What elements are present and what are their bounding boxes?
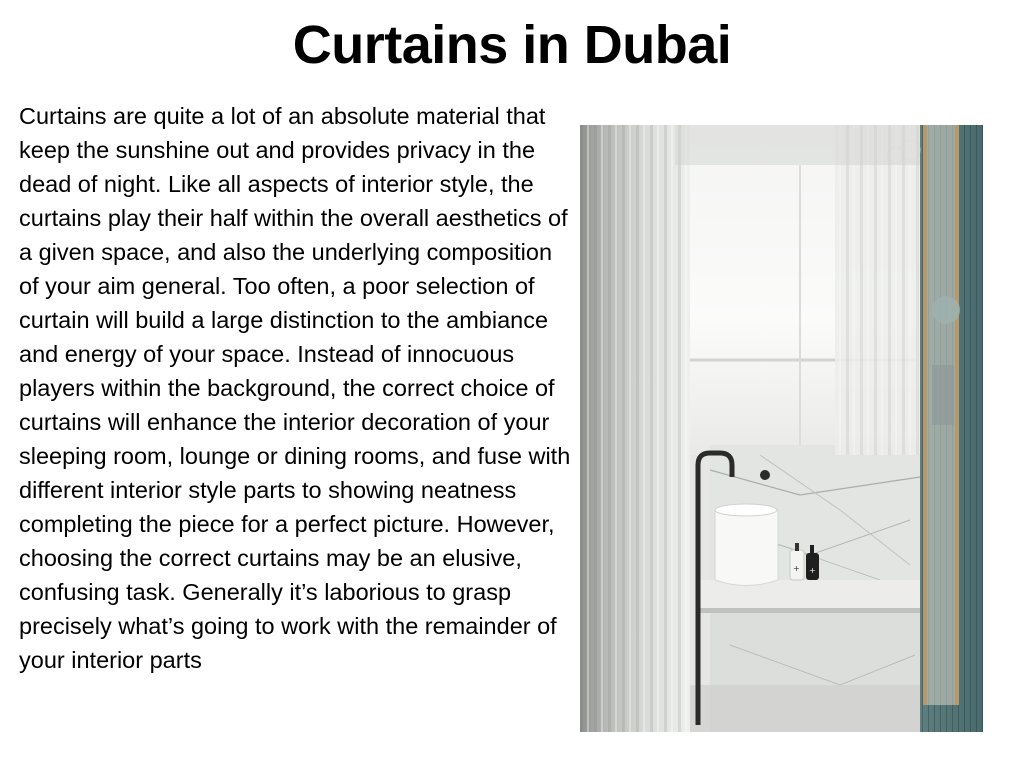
bathroom-curtains-photo	[580, 125, 983, 732]
page-title: Curtains in Dubai	[292, 15, 732, 75]
svg-text:+: +	[793, 564, 800, 573]
svg-text:+: +	[809, 566, 816, 575]
body-paragraph: Curtains are quite a lot of an absolute material that keep the sunshine out and provides privacy in the dead of night. Like all aspects of interior style, the curtains play their half within the overall aesthetics of a given space, and also the underlying composition of your aim general. Too often, a poor selection of curtain will build a large distinction to the ambiance and energy of your space. Instead of innocuous players within the background, the correct choice of curtains will enhance the interior decoration of your sleeping room, lounge or dining rooms, and fuse with different interior style parts to showing neatness completing the piece for a perfect picture. However, choosing the correct curtains may be an elusive, confusing task. Generally it’s laborious to grasp precisely what’s going to work with the remainder of your interior parts	[19, 103, 571, 673]
